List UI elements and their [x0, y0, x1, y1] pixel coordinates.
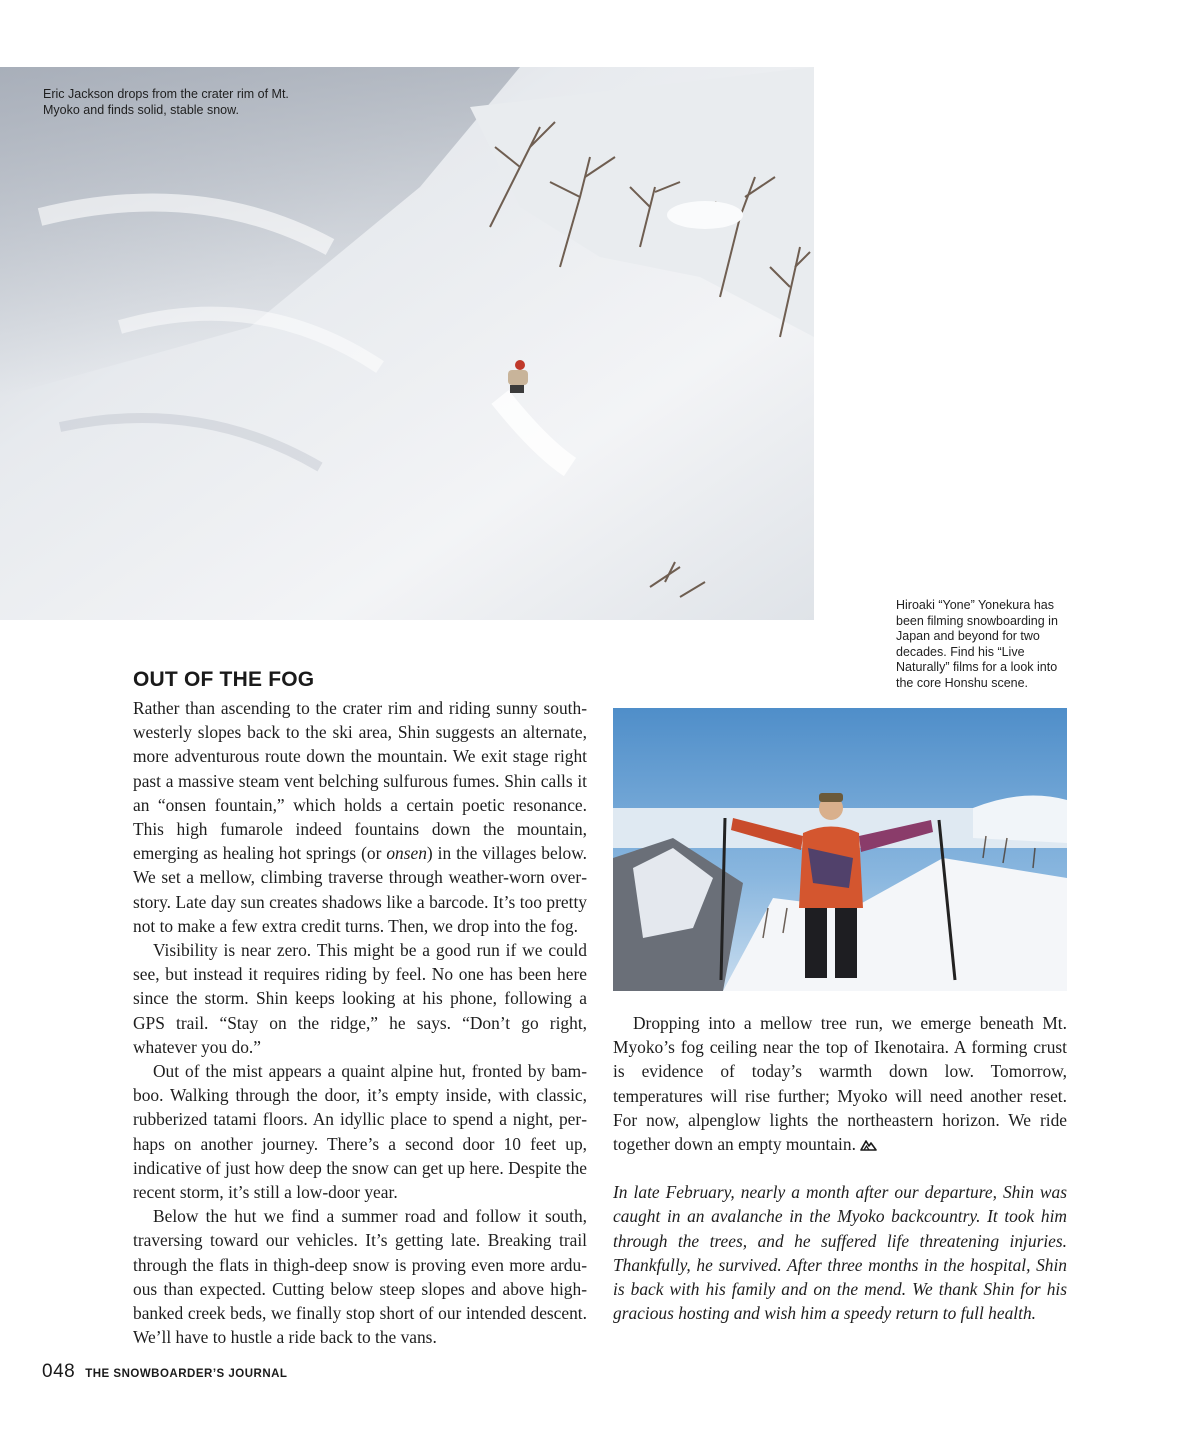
- portrait-photo-caption: Hiroaki “Yone” Yonekura has been filming snowboarding in Japan and beyond for two decades. Find his “Live Naturally” films for a look into the core Honshu scene.: [896, 598, 1058, 690]
- mountain-logo-icon: [860, 1139, 877, 1151]
- article-paragraph: [613, 1011, 1067, 1156]
- portrait-photo: [613, 708, 1067, 991]
- hero-photo: [0, 67, 814, 620]
- article-paragraph: Below the hut we find a summer road and follow it south, traversing toward our vehicles. It’s getting late. Breaking trail through the flats in thigh-deep snow is proving even more arduous than expected. Cutting below steep slopes and above high-banked creek beds, we finally stop short of our intended descent. We’ll have to hustle a ride back to the vans.: [133, 1206, 587, 1348]
- publication-name: THE SNOWBOARDER’S JOURNAL: [85, 1368, 288, 1380]
- article-paragraph: Out of the mist appears a quaint alpine hut, fronted by bamboo. Walking through the door, it’s empty inside, with classic, rubberized tatami floors. An idyllic place to spend a night, perhaps on another journey. There’s a second door 10 feet up, indicative of just how deep the snow can get up here. Despite the recent storm, it’s still a low-door year.: [133, 1061, 587, 1203]
- article-column-right: [613, 1011, 1067, 1325]
- article-paragraph: [133, 696, 587, 938]
- hero-photo-caption: Eric Jackson drops from the crater rim of Mt. Myoko and finds solid, stable snow.: [43, 87, 289, 117]
- article-paragraph: Visibility is near zero. This might be a good run if we could see, but instead it requires riding by feel. No one has been here since the storm. Shin keeps looking at his phone, following a GPS trail. “Stay on the ridge,” he says. “Don’t go right, whatever you do.”: [133, 940, 587, 1057]
- paragraph-text: ) in the villages below. We set a mellow, climbing traverse through weather-worn overstory. Late day sun creates shadows like a barcode. It’s too pretty not to make a few extra credit turns. Then, we drop into the fog.: [133, 843, 587, 936]
- page-footer: [42, 1361, 287, 1383]
- section-heading: OUT OF THE FOG: [133, 668, 315, 691]
- article-column-left: [133, 696, 587, 1349]
- paragraph-text: Dropping into a mellow tree run, we emerge beneath Mt. Myoko’s fog ceiling near the top of Ikenotaira. A forming crust is evidence of today’s warmth down low. Tomorrow, temperatures will rise further; Myoko will need another reset. For now, alpenglow lights the northeastern horizon. We ride together down an empty mountain.: [613, 1013, 1067, 1155]
- page-number: 048: [42, 1361, 76, 1382]
- postscript: In late February, nearly a month after our departure, Shin was caught in an avalanche in the Myoko backcountry. It took him through the trees, and he suffered life threatening injuries. Thankfully, he survived. After three months in the hospital, Shin is back with his family and on the mend. We thank Shin for his gracious hosting and wish him a speedy return to full health.: [613, 1182, 1067, 1324]
- emphasized-word: onsen: [386, 843, 427, 864]
- paragraph-text: Rather than ascending to the crater rim and riding sunny southwesterly slopes back to the ski area, Shin suggests an alternate, more adventurous route down the mountain. We exit stage right past a massive steam vent belching sulfurous fumes. Shin calls it an “onsen fountain,” which holds a certain poetic resonance. This high fumarole indeed fountains down the mountain, emerging as healing hot springs (or: [133, 698, 587, 864]
